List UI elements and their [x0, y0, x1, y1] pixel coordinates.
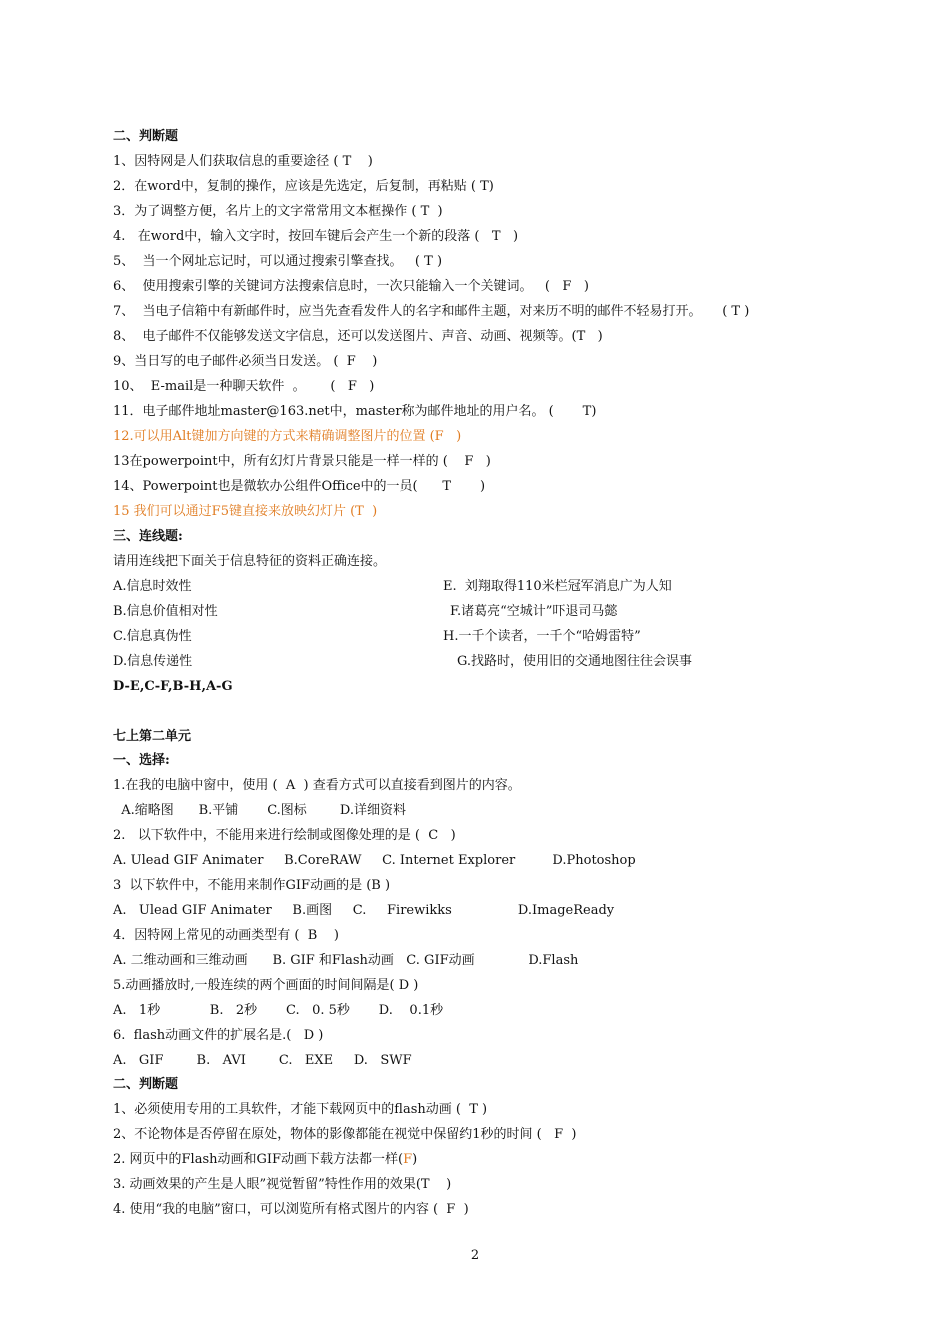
match-right-h: H.一千个读者，一千个“哈姆雷特” — [443, 629, 641, 644]
matching-answer: D-E,C-F,B-H,A-G — [113, 679, 233, 694]
section-title-choice: 一、选择: — [113, 753, 170, 768]
page-number: 2 — [470, 1248, 480, 1263]
tf-item-1: 1、因特网是人们获取信息的重要途径 ( T ) — [113, 154, 373, 169]
match-left-a: A.信息时效性 — [113, 579, 192, 594]
tf-item-12: 12.可以用Alt键加方向键的方式来精确调整图片的位置 (F ) — [113, 429, 462, 444]
match-right-f: F.诸葛亮“空城计”吓退司马懿 — [450, 604, 618, 619]
tf-item-7: 7、 当电子信箱中有新邮件时，应当先查看发件人的名字和邮件主题，对来历不明的邮件不轻易打开。 ( T ) — [113, 304, 750, 319]
tf-item-13: 13在powerpoint中，所有幻灯片背景只能是一样一样的 ( F ) — [113, 454, 491, 469]
choice-q3-options: A. Ulead GIF Animater B.画图 C. Firewikks D.ImageReady — [113, 903, 615, 918]
choice-q4: 4．因特网上常见的动画类型有 ( B ) — [113, 928, 339, 943]
matching-intro: 请用连线把下面关于信息特征的资料正确连接。 — [113, 554, 387, 569]
choice-q3: 3 以下软件中，不能用来制作GIF动画的是 (B ) — [113, 878, 391, 893]
choice-q4-options: A. 二维动画和三维动画 B. GIF 和Flash动画 C. GIF动画 D.Flash — [113, 953, 579, 968]
tf-item-4: 4. 在word中，输入文字时，按回车键后会产生一个新的段落 ( T ) — [113, 229, 519, 244]
choice-q6: 6. flash动画文件的扩展名是.( D ) — [113, 1028, 324, 1043]
choice-q2: 2. 以下软件中，不能用来进行绘制或图像处理的是 ( C ) — [113, 828, 456, 843]
tf-item-3: 3．为了调整方便，名片上的文字常常用文本框操作 ( T ) — [113, 204, 443, 219]
tf2-item-3 — [113, 1151, 417, 1168]
choice-q1: 1.在我的电脑中窗中，使用 ( A ) 查看方式可以直接看到图片的内容。 — [113, 778, 521, 793]
choice-q2-options: A. Ulead GIF Animater B.CoreRAW C. Internet Explorer D.Photoshop — [113, 853, 636, 868]
tf2-item-3-answer: F — [403, 1152, 413, 1167]
section-title-matching: 三、连线题: — [113, 529, 183, 544]
tf-item-8: 8、 电子邮件不仅能够发送文字信息，还可以发送图片、声音、动画、视频等。(T ) — [113, 329, 603, 344]
tf2-item-4: 3. 动画效果的产生是人眼”视觉暂留”特性作用的效果(T ) — [113, 1177, 452, 1192]
match-right-e: E. 刘翔取得110米栏冠军消息广为人知 — [443, 579, 672, 594]
tf2-item-2: 2、不论物体是否停留在原处，物体的影像都能在视觉中保留约1秒的时间 ( F ) — [113, 1127, 577, 1142]
tf-item-9: 9、当日写的电子邮件必须当日发送。 ( F ) — [113, 354, 378, 369]
choice-q6-options: A. GIF B. AVI C. EXE D. SWF — [113, 1053, 412, 1068]
tf2-item-3-close: ) — [412, 1152, 418, 1167]
match-left-d: D.信息传递性 — [113, 654, 193, 669]
tf-item-6: 6、 使用搜索引擎的关键词方法搜索信息时，一次只能输入一个关键词。 ( F ) — [113, 279, 589, 294]
tf2-item-5: 4. 使用“我的电脑”窗口，可以浏览所有格式图片的内容 ( F ) — [113, 1202, 469, 1217]
unit-title: 七上第二单元 — [113, 729, 192, 744]
tf-item-11: 11．电子邮件地址master@163.net中，master称为邮件地址的用户名。 ( T) — [113, 404, 597, 419]
match-left-b: B.信息价值相对性 — [113, 604, 218, 619]
tf-item-5: 5、 当一个网址忘记时，可以通过搜索引擎查找。 ( T ) — [113, 254, 443, 269]
tf-item-15: 15 我们可以通过F5键直接来放映幻灯片 (T ) — [113, 504, 378, 519]
match-right-g: G.找路时，使用旧的交通地图往往会误事 — [457, 654, 693, 669]
tf2-item-1: 1、必须使用专用的工具软件，才能下载网页中的flash动画 ( T ) — [113, 1102, 488, 1117]
tf-item-2: 2．在word中，复制的操作，应该是先选定，后复制，再粘贴 ( T) — [113, 179, 494, 194]
section-title-true-false-2: 二、判断题 — [113, 1077, 179, 1092]
tf2-item-3-text: 2. 网页中的Flash动画和GIF动画下载方法都一样( — [113, 1152, 404, 1167]
choice-q5: 5.动画播放时,一般连续的两个画面的时间间隔是( D ) — [113, 978, 419, 993]
choice-q5-options: A. 1秒 B. 2秒 C. 0. 5秒 D. 0.1秒 — [113, 1003, 444, 1018]
section-title-true-false: 二、判断题 — [113, 129, 179, 144]
match-left-c: C.信息真伪性 — [113, 629, 192, 644]
tf-item-14: 14、Powerpoint也是微软办公组件Office中的一员( T ) — [113, 479, 486, 494]
tf-item-10: 10、 E-mail是一种聊天软件 。 ( F ) — [113, 379, 375, 394]
choice-q1-options: A.缩略图 B.平铺 C.图标 D.详细资料 — [113, 803, 406, 818]
